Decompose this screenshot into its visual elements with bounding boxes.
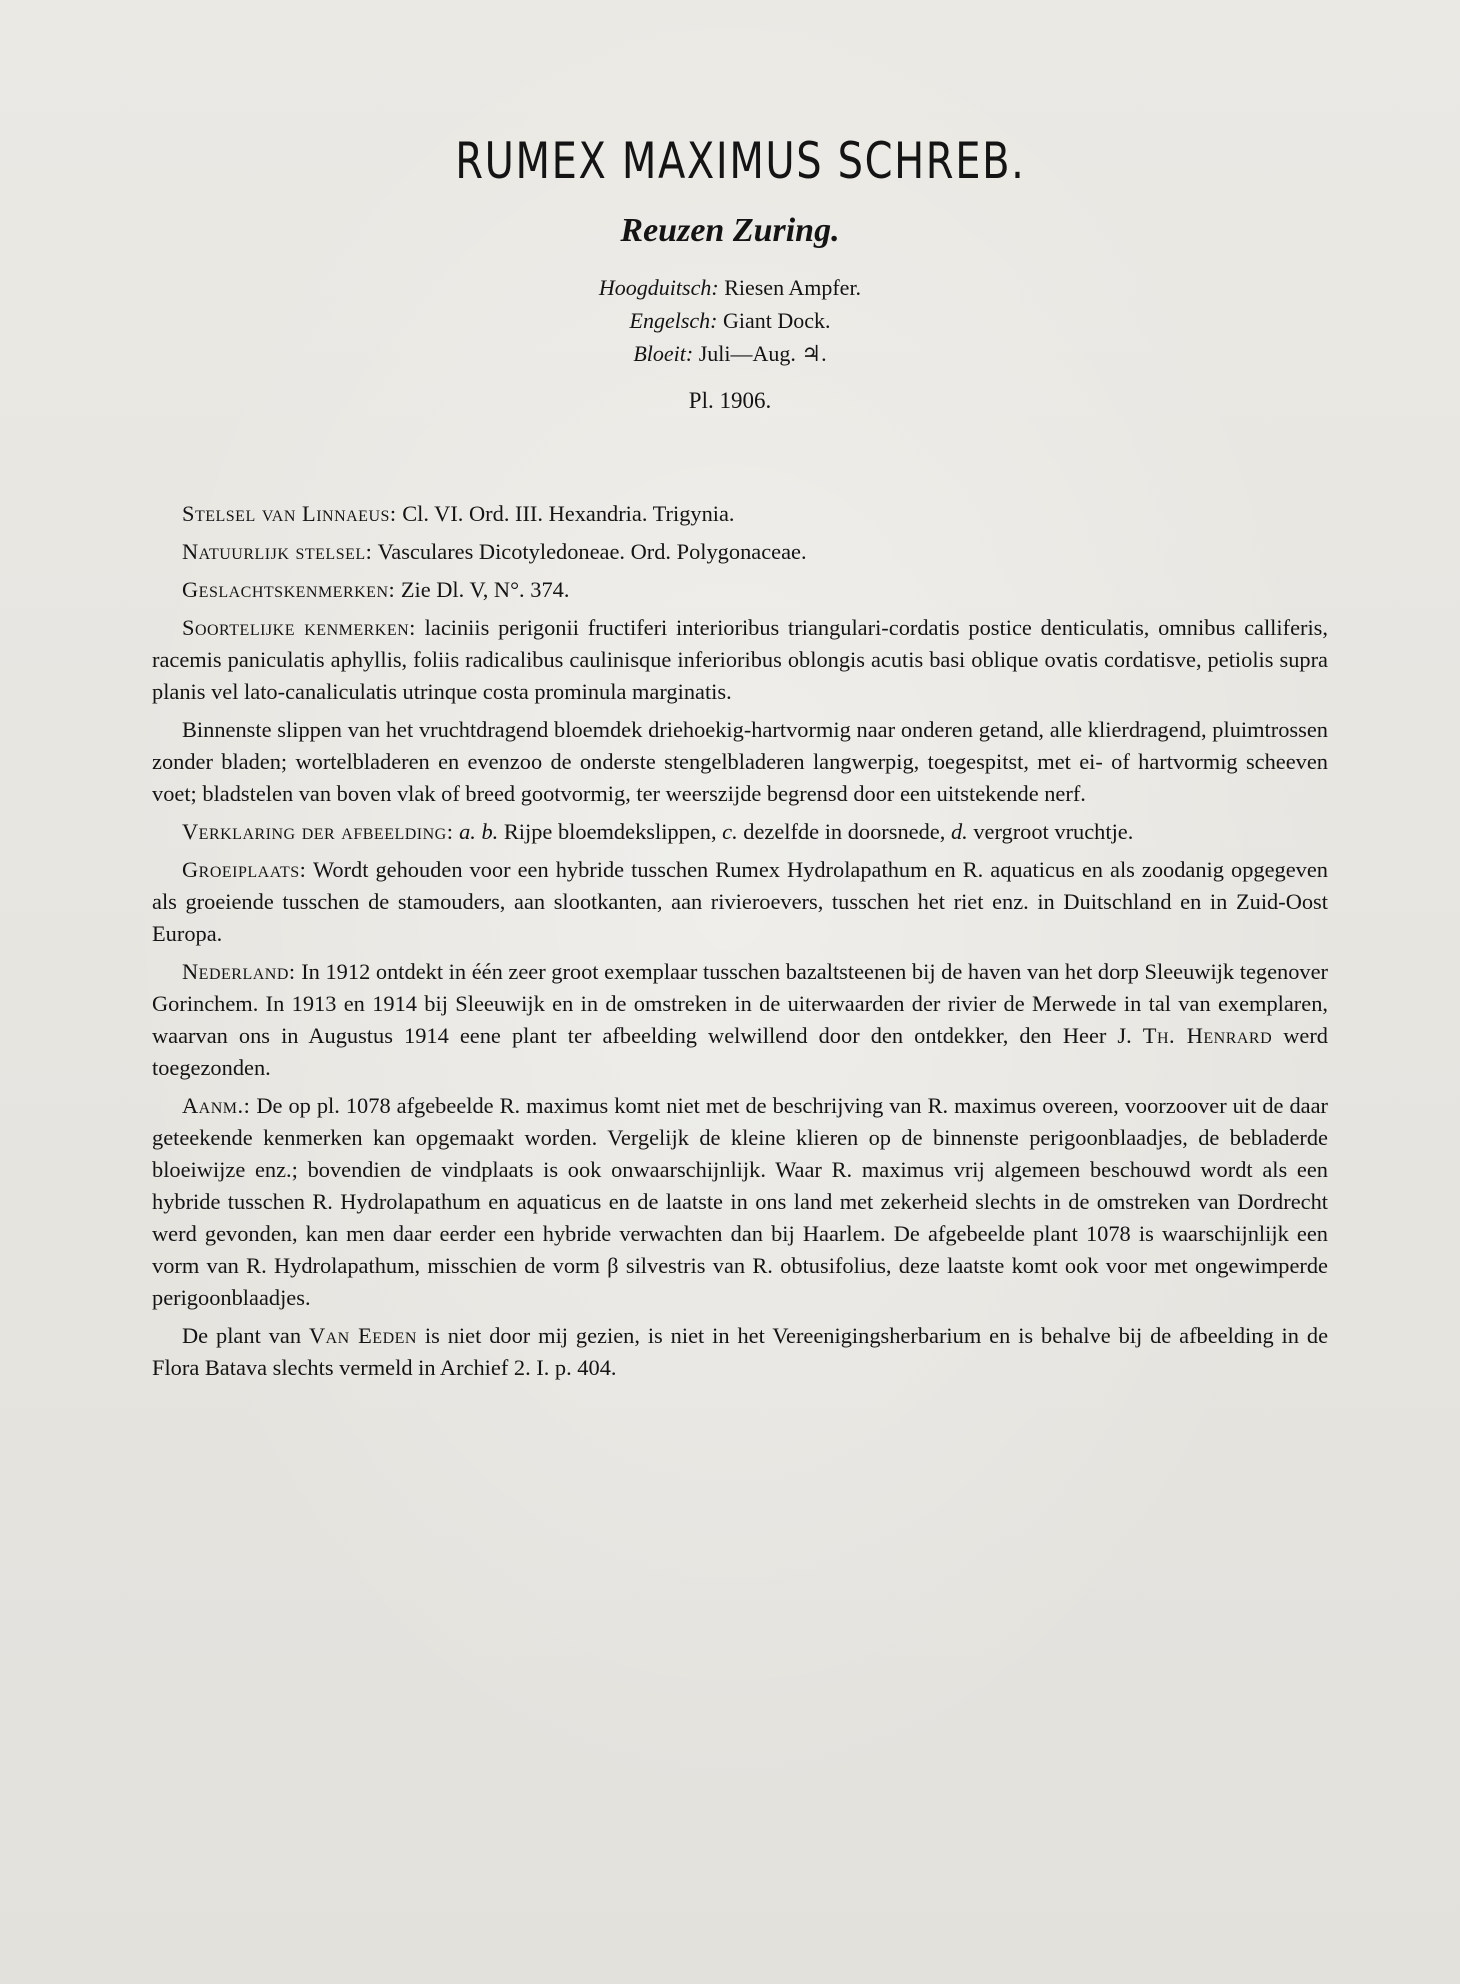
name-german-value: Riesen Ampfer. [724,275,862,300]
section-geslacht-label: Geslachtskenmerken: [182,577,396,602]
bloom-period [0,341,1460,367]
body-text [152,498,1328,1390]
section-aanm-text: De op pl. 1078 afgebeelde R. maximus komt niet met de beschrijving van R. maximus overeen, voorzoover uit de daar geteekende kenmerken kan opgemaakt worden. Vergelijk de kleine klieren op de binnenste perigoonblaadjes, de bebladerde bloeiwijze enz.; bovendien de vindplaats is ook onwaarschijnlijk. Waar R. maximus vrij algemeen beschouwd wordt als een hybride tusschen R. Hydrolapathum en aquaticus en de laatste in ons land met zekerheid slechts in de omstreken van Dordrecht werd gevonden, kan men daar eerder een hybride verwachten dan bij Haarlem. De afgebeelde plant 1078 is waarschijnlijk een vorm van R. Hydrolapathum, misschien de vorm β silvestris van R. obtusifolius, deze laatste komt ook voor met ongewimperde perigoonblaadjes. [152,1093,1328,1310]
section-plant-text-2: is niet door mij gezien, is niet in het Vereenigingsherbarium en is behalve bij de afbeelding in de Flora Batava slechts vermeld in Archief 2. I. p. 404. [152,1323,1329,1380]
bloom-period-value: Juli—Aug. ♃. [698,341,827,366]
section-groeiplaats-label: Groeiplaats: [182,857,307,882]
section-aanm-label: Aanm.: [182,1093,251,1118]
page-title: RUMEX MAXIMUS SCHREB. [454,132,1026,190]
section-groeiplaats-text: Wordt gehouden voor een hybride tusschen Rumex Hydrolapathum en R. aquaticus en als zoodanig opgegeven als groeiende tusschen de stamouders, aan slootkanten, aan rivieroevers, tusschen het riet enz. in Duitschland en in Zuid-Oost Europa. [152,857,1328,946]
figure-ref-d: d. [950,819,968,844]
section-nederland-text-2: werd toegezonden. [152,1023,1328,1080]
section-plant-text-1: De plant van [182,1323,309,1348]
section-geslacht-text: Zie Dl. V, N°. 374. [395,577,570,602]
figure-ref-ab: a. b. [459,819,499,844]
section-nederland [152,956,1328,1084]
name-english [0,308,1460,334]
name-english-label: Engelsch: [629,308,718,333]
section-natuurlijk-label: Natuurlijk stelsel: [182,539,373,564]
section-natuurlijk [152,536,1328,568]
section-stelsel-text: Cl. VI. Ord. III. Hexandria. Trigynia. [396,501,735,526]
section-stelsel-label: Stelsel van Linnaeus: [182,501,397,526]
section-nederland-label: Nederland: [182,959,296,984]
section-soort-text: laciniis perigonii fructiferi interioribus triangulari-cordatis postice denticulatis, omnibus calliferis, racemis paniculatis aphyllis, foliis radicalibus caulinisque inferioribus oblongis acutis basi oblique ovatis cordatisve, petiolis supra planis vel lato-canaliculatis utrinque costa prominula marginatis. [152,615,1328,704]
plate-number: Pl. 1906. [688,388,772,413]
figure-ref-c: c. [722,819,738,844]
section-stelsel [152,498,1328,530]
page-subtitle: Reuzen Zuring. [620,212,840,249]
section-plant [152,1320,1328,1384]
section-verklaring [152,816,1328,848]
section-verklaring-label: Verklaring der afbeelding: [182,819,454,844]
name-german-label: Hoogduitsch: [598,275,719,300]
section-binnenste: Binnenste slippen van het vruchtdragend bloemdek driehoekig-hartvormig naar onderen getand, alle klierdragend, pluimtrossen zonder bladen; wortelbladeren en evenzoo de onderste stengelbladeren langwerpig, toegespitst, met ei- of hartvormig scheeven voet; bladstelen van boven vlak of breed gootvormig, ter weerszijde begrensd door een uitstekende nerf. [152,717,1328,806]
page-title-container [360,132,1120,190]
section-verklaring-text-2: dezelfde in doorsnede, [737,819,951,844]
bloom-period-label: Bloeit: [633,341,694,366]
discoverer-name: Th. Henrard [1142,1023,1273,1048]
section-soort-label: Soortelijke kenmerken: [182,615,416,640]
section-soort [152,612,1328,708]
section-natuurlijk-text: Vasculares Dicotyledoneae. Ord. Polygonaceae. [372,539,807,564]
section-nederland-text-1: In 1912 ontdekt in één zeer groot exemplaar tusschen bazaltsteenen bij de haven van het dorp Sleeuwijk tegenover Gorinchem. In 1913 en 1914 bij Sleeuwijk en in de omstreken in de uiterwaarden der rivier de Merwede in tal van exemplaren, waarvan ons in Augustus 1914 eene plant ter afbeelding welwillend door den ontdekker, den Heer J. [152,959,1328,1048]
author-name: Van Eeden [308,1323,417,1348]
section-geslacht [152,574,1328,606]
section-verklaring-text-1: Rijpe bloemdekslippen, [498,819,723,844]
name-german [0,275,1460,301]
section-verklaring-text-3: vergroot vruchtje. [967,819,1134,844]
section-aanm [152,1090,1328,1314]
section-groeiplaats [152,854,1328,950]
name-english-value: Giant Dock. [722,308,831,333]
